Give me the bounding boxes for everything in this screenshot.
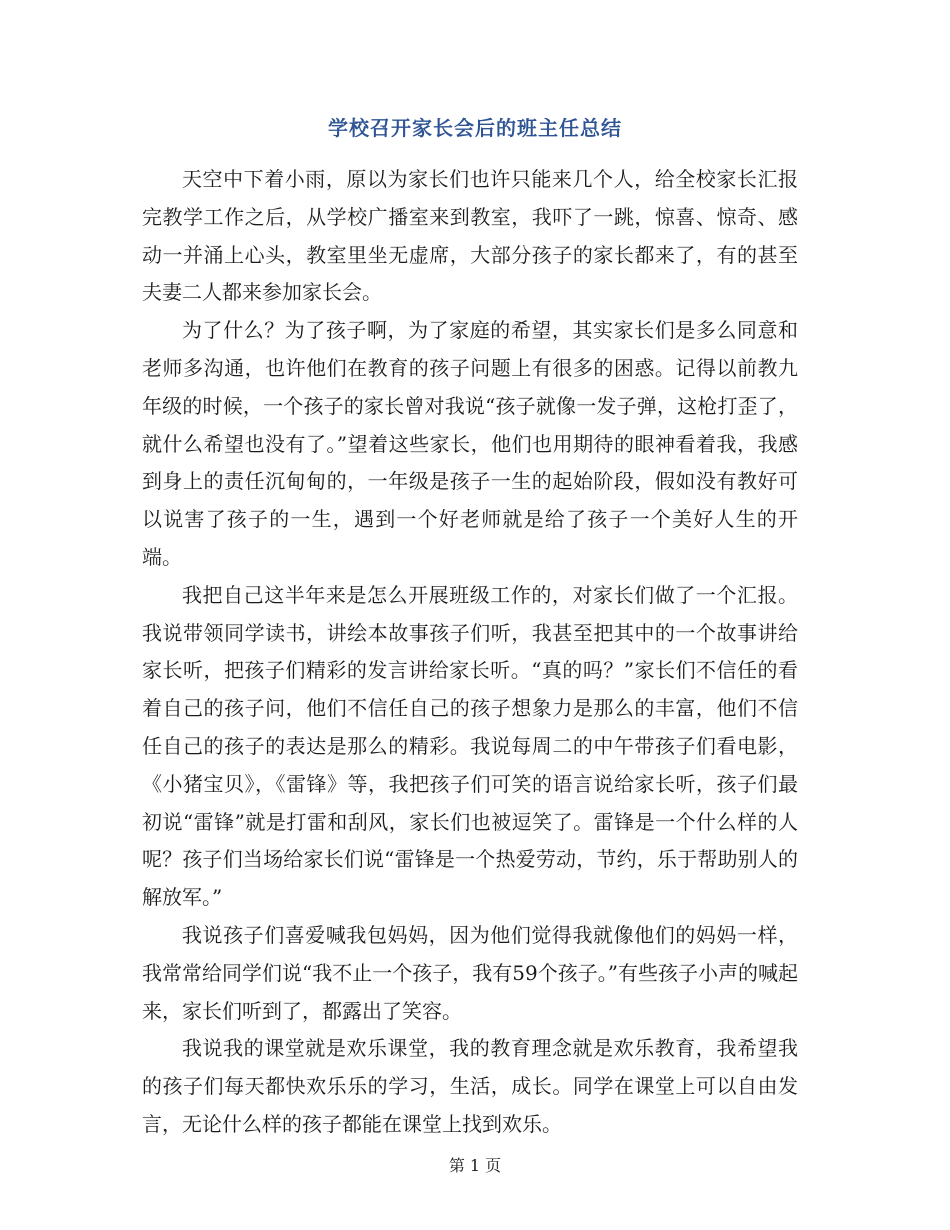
- paragraph-2: 为了什么？为了孩子啊，为了家庭的希望，其实家长们是多么同意和老师多沟通，也许他们在教育的孩子问题上有很多的困惑。记得以前教九年级的时候，一个孩子的家长曾对我说“孩子就像一发子弹，这枪打歪了，就什么希望也没有了。”望着这些家长，他们也用期待的眼神看着我，我感到身上的责任沉甸甸的，一年级是孩子一生的起始阶段，假如没有教好可以说害了孩子的一生，遇到一个好老师就是给了孩子一个美好人生的开端。: [142, 318, 798, 569]
- paragraph-4: 我说孩子们喜爱喊我包妈妈，因为他们觉得我就像他们的妈妈一样，我常常给同学们说“我不止一个孩子，我有59个孩子。”有些孩子小声的喊起来，家长们听到了，都露出了笑容。: [142, 922, 798, 1023]
- document-body: [142, 161, 798, 1144]
- document-title: 学校召开家长会后的班主任总结: [328, 116, 622, 140]
- paragraph-5: 我说我的课堂就是欢乐课堂，我的教育理念就是欢乐教育，我希望我的孩子们每天都快欢乐乐的学习，生活，成长。同学在课堂上可以自由发言，无论什么样的孩子都能在课堂上找到欢乐。: [142, 1036, 798, 1136]
- paragraph-3: 我把自己这半年来是怎么开展班级工作的，对家长们做了一个汇报。我说带领同学读书，讲绘本故事孩子们听，我甚至把其中的一个故事讲给家长听，把孩子们精彩的发言讲给家长听。“真的吗？”家长们不信任的看着自己的孩子问，他们不信任自己的孩子想象力是那么的丰富，他们不信任自己的孩子的表达是那么的精彩。我说每周二的中午带孩子们看电影，《小猪宝贝》，《雷锋》等，我把孩子们可笑的语言说给家长听，孩子们最初说“雷锋”就是打雷和刮风，家长们也被逗笑了。雷锋是一个什么样的人呢？孩子们当场给家长们说“雷锋是一个热爱劳动，节约，乐于帮助别人的解放军。”: [142, 582, 798, 910]
- page-number: 第 1 页: [448, 1156, 502, 1175]
- paragraph-1: 天空中下着小雨，原以为家长们也许只能来几个人，给全校家长汇报完教学工作之后，从学校广播室来到教室，我吓了一跳，惊喜、惊奇、感动一并涌上心头，教室里坐无虚席，大部分孩子的家长都来了，有的甚至夫妻二人都来参加家长会。: [142, 167, 798, 305]
